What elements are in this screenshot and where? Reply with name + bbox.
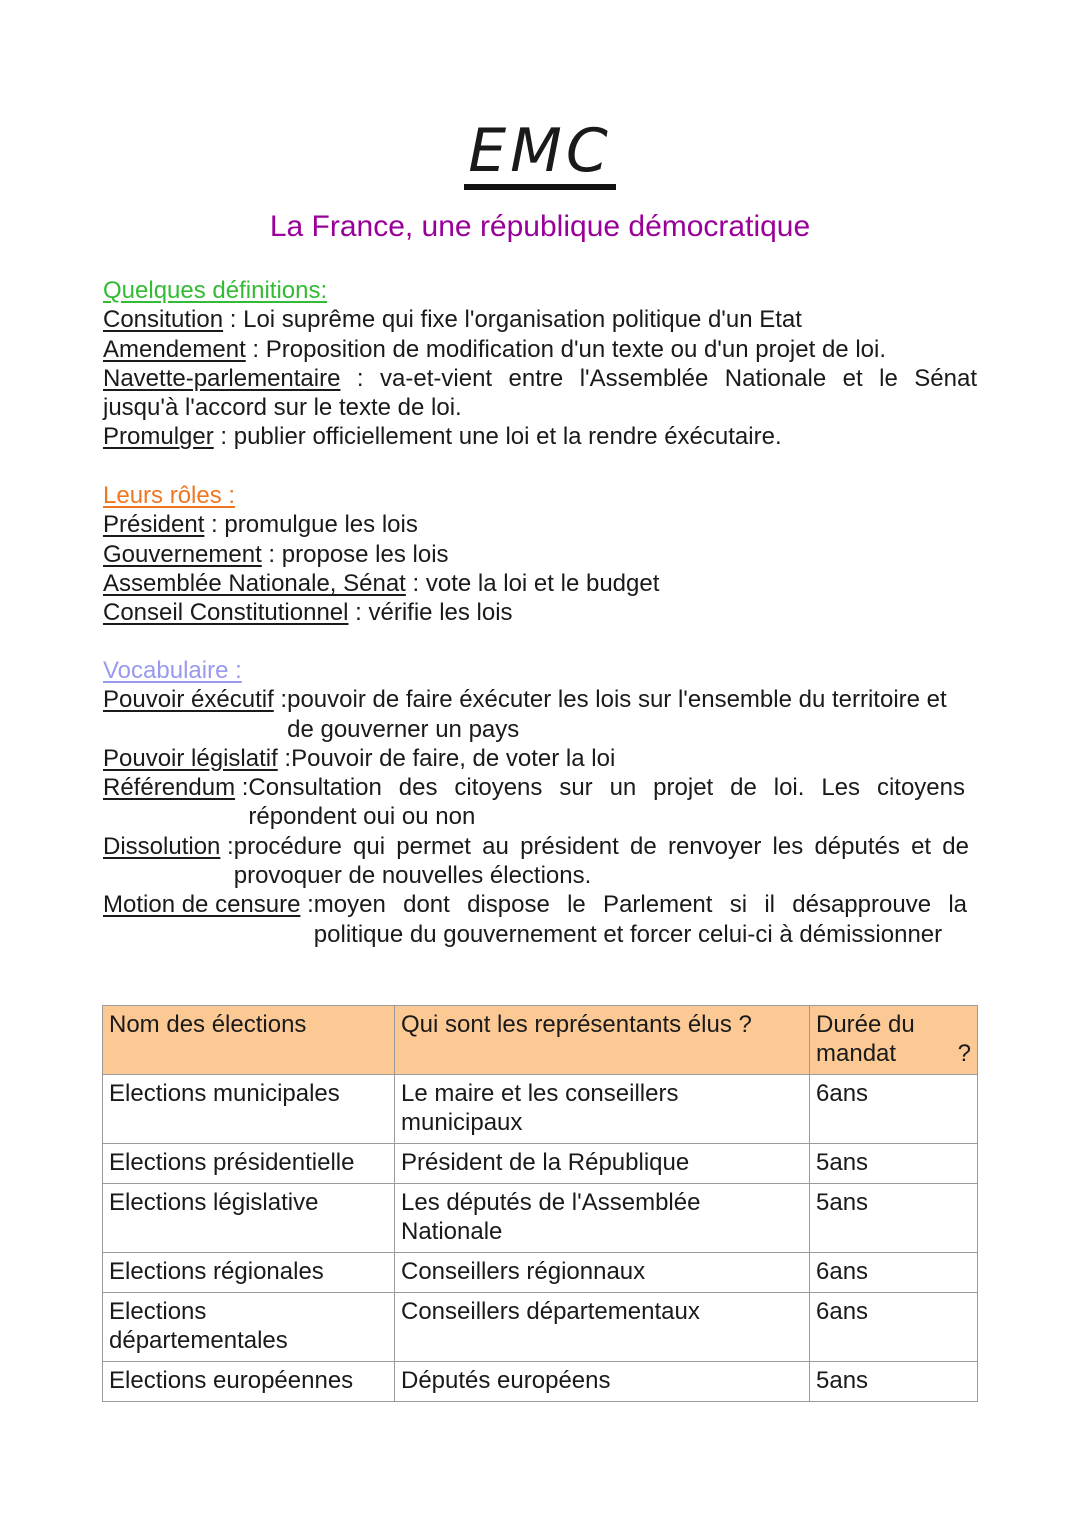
separator: : (273, 686, 288, 714)
vocabulary-item (103, 685, 977, 744)
column-header: Durée du mandat ? (810, 1006, 978, 1075)
vocabulary-item (103, 773, 977, 832)
separator: : (300, 891, 314, 919)
table-cell: Elections départementales (103, 1293, 395, 1362)
vocabulary-term: Référendum (103, 774, 236, 802)
separator: : (204, 511, 225, 539)
table-row (103, 1362, 978, 1402)
role-term: Gouvernement (103, 540, 262, 568)
definition-term: Amendement (103, 335, 246, 363)
separator: : (348, 599, 369, 627)
table-cell: Le maire et les conseillers municipaux (395, 1075, 810, 1144)
table-cell: 6ans (810, 1253, 978, 1293)
separator: : (220, 832, 234, 860)
table-cell: 5ans (810, 1144, 978, 1184)
table-cell: Elections européennes (103, 1362, 395, 1402)
role-text: promulgue les lois (224, 511, 418, 539)
definition-term: Navette-parlementaire (103, 364, 341, 392)
definitions-section (103, 276, 977, 452)
role-term: Assemblée Nationale, Sénat (103, 569, 406, 597)
vocabulary-text: Consultation des citoyens sur un projet de loi. Les citoyens répondent oui ou non (248, 774, 965, 831)
role-text: vote la loi et le budget (425, 569, 660, 597)
table-cell: 6ans (810, 1293, 978, 1362)
column-header: Qui sont les représentants élus ? (395, 1006, 810, 1075)
vocabulary-term: Dissolution (103, 832, 221, 860)
title-block (0, 118, 1080, 190)
vocabulary-term: Motion de censure (103, 891, 301, 919)
table-cell: Conseillers régionnaux (395, 1253, 810, 1293)
separator: : (340, 364, 381, 392)
table-cell: Président de la République (395, 1144, 810, 1184)
vocabulary-text: procédure qui permet au président de renvoyer les députés et de provoquer de nouvelles élections. (233, 832, 969, 890)
vocabulary-section (103, 656, 977, 949)
definition-item (103, 364, 977, 393)
vocabulary-text: moyen dont dispose le Parlement si il désapprouve la politique du gouvernement et forcer celui-ci à démissionner (313, 891, 967, 948)
definitions-heading: Quelques définitions: (103, 277, 328, 304)
role-item (103, 598, 977, 627)
table-cell: 5ans (810, 1362, 978, 1402)
vocabulary-item (103, 890, 977, 949)
table-cell: Elections présidentielle (103, 1144, 395, 1184)
separator: : (261, 540, 282, 568)
separator: : (223, 306, 244, 334)
vocabulary-term: Pouvoir législatif (103, 744, 278, 772)
table-cell: Elections régionales (103, 1253, 395, 1293)
role-term: Conseil Constitutionnel (103, 599, 349, 627)
separator: : (405, 569, 426, 597)
table-cell: 5ans (810, 1184, 978, 1253)
table-row (103, 1293, 978, 1362)
role-item (103, 569, 977, 598)
table-cell: Les députés de l'Assemblée Nationale (395, 1184, 810, 1253)
vocabulary-term: Pouvoir éxécutif (103, 686, 274, 714)
table-cell: 6ans (810, 1075, 978, 1144)
definition-term: Promulger (103, 423, 214, 451)
separator: : (213, 423, 234, 451)
definition-item (103, 305, 977, 334)
page-title: EMC (464, 118, 616, 190)
definition-text: va-et-vient entre l'Assemblée Nationale et le Sénat (380, 364, 977, 392)
table-header-row (103, 1006, 978, 1075)
table-cell: Conseillers départementaux (395, 1293, 810, 1362)
table-cell: Elections législative (103, 1184, 395, 1253)
definition-item (103, 335, 977, 364)
definition-item (103, 422, 977, 451)
vocabulary-text: Pouvoir de faire, de voter la loi (291, 744, 616, 772)
table-cell: Députés européens (395, 1362, 810, 1402)
vocabulary-item (103, 832, 977, 891)
definition-term: Consitution (103, 306, 224, 334)
table-row (103, 1253, 978, 1293)
role-term: Président (103, 511, 205, 539)
role-item (103, 510, 977, 539)
definition-text: Loi suprême qui fixe l'organisation politique d'un Etat (243, 306, 802, 334)
definition-text: Proposition de modification d'un texte ou d'un projet de loi. (265, 335, 886, 363)
separator: : (235, 774, 249, 802)
page-subtitle: La France, une république démocratique (269, 210, 811, 243)
roles-heading: Leurs rôles : (103, 482, 236, 509)
table-row (103, 1075, 978, 1144)
role-text: propose les lois (281, 540, 449, 568)
vocabulary-item (103, 744, 977, 773)
roles-section (103, 481, 977, 627)
vocabulary-heading: Vocabulaire : (103, 657, 242, 684)
role-item (103, 540, 977, 569)
table-row (103, 1144, 978, 1184)
separator: : (245, 335, 266, 363)
elections-table (102, 1005, 978, 1402)
table-cell: Elections municipales (103, 1075, 395, 1144)
column-header: Nom des élections (103, 1006, 395, 1075)
definition-text: publier officiellement une loi et la rendre éxécutaire. (233, 423, 782, 451)
role-text: vérifie les lois (368, 599, 513, 627)
vocabulary-text: pouvoir de faire éxécuter les lois sur l'ensemble du territoire et de gouverner un pays (287, 686, 947, 743)
definition-continuation: jusqu'à l'accord sur le texte de loi. (103, 394, 462, 422)
table-row (103, 1184, 978, 1253)
separator: : (277, 744, 292, 772)
